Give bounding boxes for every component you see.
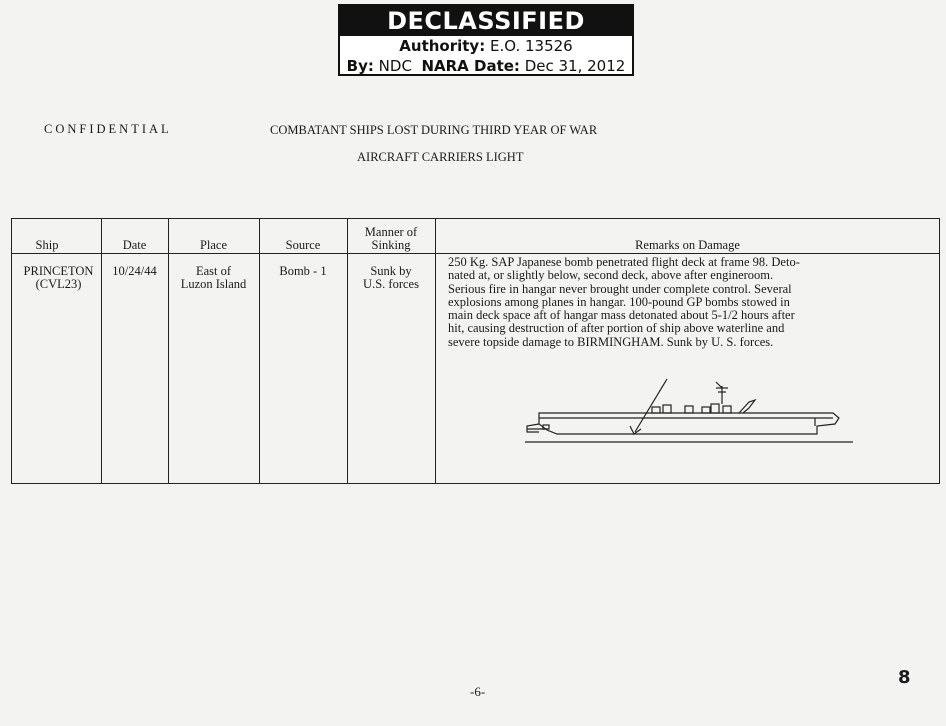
cell-date: 10/24/44 [112, 264, 157, 278]
cell-ship [16, 265, 101, 291]
cell-remarks [448, 256, 910, 349]
remarks-line: main deck space aft of hangar mass detonated about 5-1/2 hours after [448, 308, 795, 323]
page-subtitle: AIRCRAFT CARRIERS LIGHT [357, 150, 524, 164]
header-manner [347, 219, 435, 253]
classification-label: CONFIDENTIAL [44, 122, 172, 136]
remarks-line: severe topside damage to BIRMINGHAM. Sunk by U. S. forces. [448, 334, 774, 349]
stamp-authority-label: Authority: [399, 37, 486, 55]
header-place: Place [199, 238, 228, 252]
header-ship: Ship [35, 238, 59, 252]
cell-manner [347, 265, 435, 291]
header-remarks: Remarks on Damage [635, 238, 740, 252]
column-divider [168, 219, 169, 483]
aircraft-carrier-silhouette-icon [517, 374, 857, 454]
stamp-by-label: By: [346, 57, 374, 75]
cell-place [168, 265, 259, 291]
header-source: Source [285, 238, 321, 252]
stamp-authority-line [340, 36, 632, 56]
remarks-line: 250 Kg. SAP Japanese bomb penetrated flight deck at frame 98. Deto- [448, 255, 800, 269]
cell-source: Bomb - 1 [279, 264, 327, 278]
stamp-by-value: NDC [378, 57, 412, 75]
column-divider [101, 219, 102, 483]
column-divider [259, 219, 260, 483]
stamp-nara-value: Dec 31, 2012 [524, 57, 626, 75]
place-line1: East of [195, 264, 232, 278]
remarks-line: Serious fire in hangar never brought under complete control. Several [448, 281, 792, 296]
arrow-icon [630, 379, 667, 434]
stamp-nara-label: NARA Date: [421, 57, 520, 75]
corner-number: 8 [898, 667, 911, 688]
column-divider [435, 219, 436, 483]
manner-line2: U.S. forces [363, 277, 419, 291]
remarks-line: hit, causing destruction of after portion of ship above waterline and [448, 321, 785, 336]
stamp-title: DECLASSIFIED [340, 6, 632, 36]
declassified-stamp [338, 4, 634, 76]
remarks-line: explosions among planes in hangar. 100-pound GP bombs stowed in [448, 294, 790, 309]
header-manner-line1: Manner of [364, 225, 418, 239]
column-divider [347, 219, 348, 483]
ships-lost-table [11, 218, 940, 484]
header-date: Date [122, 238, 147, 252]
stamp-authority-value: E.O. 13526 [490, 37, 573, 55]
page-number: -6- [470, 684, 486, 699]
ship-name: PRINCETON [23, 264, 94, 278]
ship-hull: (CVL23) [35, 277, 82, 291]
manner-line1: Sunk by [370, 264, 412, 278]
header-divider [12, 253, 939, 254]
header-manner-line2: Sinking [371, 238, 411, 252]
remarks-line: nated at, or slightly below, second deck, above after engineroom. [448, 268, 774, 283]
page-title: COMBATANT SHIPS LOST DURING THIRD YEAR OF WAR [270, 123, 598, 137]
stamp-by-line [340, 56, 632, 76]
place-line2: Luzon Island [180, 277, 247, 291]
